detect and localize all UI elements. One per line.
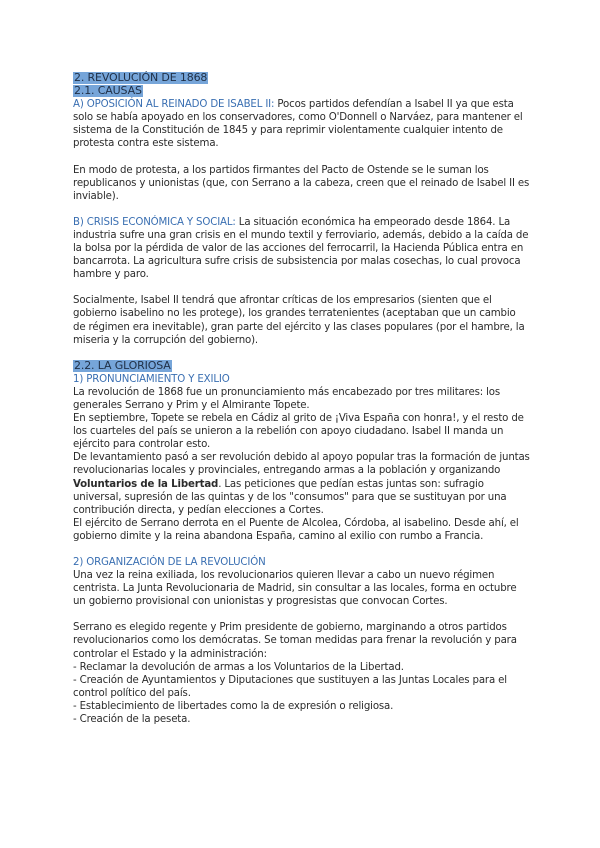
- paragraph-b2: Socialmente, Isabel II tendrá que afrontar críticas de los empresarios (sienten que el gobierno isabelino no les protege), los grandes terratenientes (aceptaban que un cambio de régimen era inevitable), gran parte del ejército y las clases populares (por el hambre, la miseria y la corrupción del gobierno).: [73, 295, 525, 346]
- point-a-label: A) OPOSICIÓN AL REINADO DE ISABEL II:: [73, 99, 275, 111]
- list-item: - Establecimiento de libertades como la de expresión o religiosa.: [73, 700, 394, 712]
- section-la-gloriosa: [73, 360, 530, 726]
- subheading-organizacion: 2) ORGANIZACIÓN DE LA REVOLUCIÓN: [73, 557, 266, 568]
- p1-l3-end: . Las peticiones que pedían estas juntas son: sufragio universal, supresión de las quintas y de los "consumos" para que se sustituyan por una contribución directa, y pedían elecciones a Cortes.: [73, 478, 507, 516]
- paragraph-p1-l2: En septiembre, Topete se rebela en Cádiz al grito de ¡Viva España con honra!, y el resto de los cuarteles del país se unieron a la rebelión con apoyo ciudadano. Isabel II manda un ejército para controlar esto.: [73, 413, 524, 451]
- point-a-text: Pocos partidos defendían a Isabel II ya que esta solo se había apoyado en los conservadores, como O'Donnell o Narváez, para mantener el sistema de la Constitución de 1845 y para reprimir violentamente cualquier intento de protesta contra este sistema.: [73, 99, 523, 150]
- point-b-label: B) CRISIS ECONÓMICA Y SOCIAL:: [73, 216, 236, 228]
- list-item: - Creación de Ayuntamientos y Diputaciones que sustituyen a las Juntas Locales para el control político del país.: [73, 674, 507, 699]
- paragraph-p2-l2: Serrano es elegido regente y Prim presidente de gobierno, marginando a otros partidos revolucionarios como los demócratas. Se toman medidas para frenar la revolución y para controlar el Estado y la administración:: [73, 622, 517, 660]
- paragraph-a: [73, 98, 530, 150]
- voluntarios-bold: Voluntarios de la Libertad: [73, 478, 219, 490]
- paragraph-p1-l3: [73, 451, 530, 516]
- section-title: 2. REVOLUCIÓN DE 1868: [74, 71, 208, 84]
- section2-title: 2.2. LA GLORIOSA: [74, 358, 171, 372]
- subsection-heading: 2.1. CAUSAS: [74, 84, 142, 98]
- paragraph-p1-l4: El ejército de Serrano derrota en el Puente de Alcolea, Córdoba, al isabelino. Desde ahí, el gobierno dimite y la reina abandona España, camino al exilio con rumbo a Francia.: [73, 517, 519, 542]
- p1-l3-start: De levantamiento pasó a ser revolución debido al apoyo popular tras la formación de juntas revolucionarias locales y provinciales, entregando armas a la población y organizando: [73, 452, 530, 477]
- list-item: - Reclamar la devolución de armas a los Voluntarios de la Libertad.: [73, 661, 404, 673]
- section-causes: [73, 72, 530, 347]
- paragraph-a2: En modo de protesta, a los partidos firmantes del Pacto de Ostende se le suman los republicanos y unionistas (que, con Serrano a la cabeza, creen que el reinado de Isabel II es inviable).: [73, 164, 530, 202]
- paragraph-p1-l1: La revolución de 1868 fue un pronunciamiento más encabezado por tres militares: los generales Serrano y Prim y el Almirante Topete.: [73, 386, 501, 411]
- list-item: - Creación de la peseta.: [73, 714, 191, 726]
- paragraph-p2-l1: Una vez la reina exiliada, los revolucionarios quieren llevar a cabo un nuevo régimen centrista. La Junta Revolucionaria de Madrid, sin consultar a las locales, forma en octubre un gobierno provisional con unionistas y progresistas que convocan Cortes.: [73, 570, 517, 608]
- point-b-text: La situación económica ha empeorado desde 1864. La industria sufre una gran crisis en el mundo textil y ferroviario, además, debido a la caída de la bolsa por la pérdida de valor de las acciones del ferrocarril, la Hacienda Pública entra en bancarrota. La agricultura sufre crisis de subsistencia por malas cosechas, lo cual provoca hambre y paro.: [73, 216, 529, 281]
- subheading-pronunciamiento: 1) PRONUNCIAMIENTO Y EXILIO: [73, 373, 230, 385]
- paragraph-b: [73, 216, 530, 281]
